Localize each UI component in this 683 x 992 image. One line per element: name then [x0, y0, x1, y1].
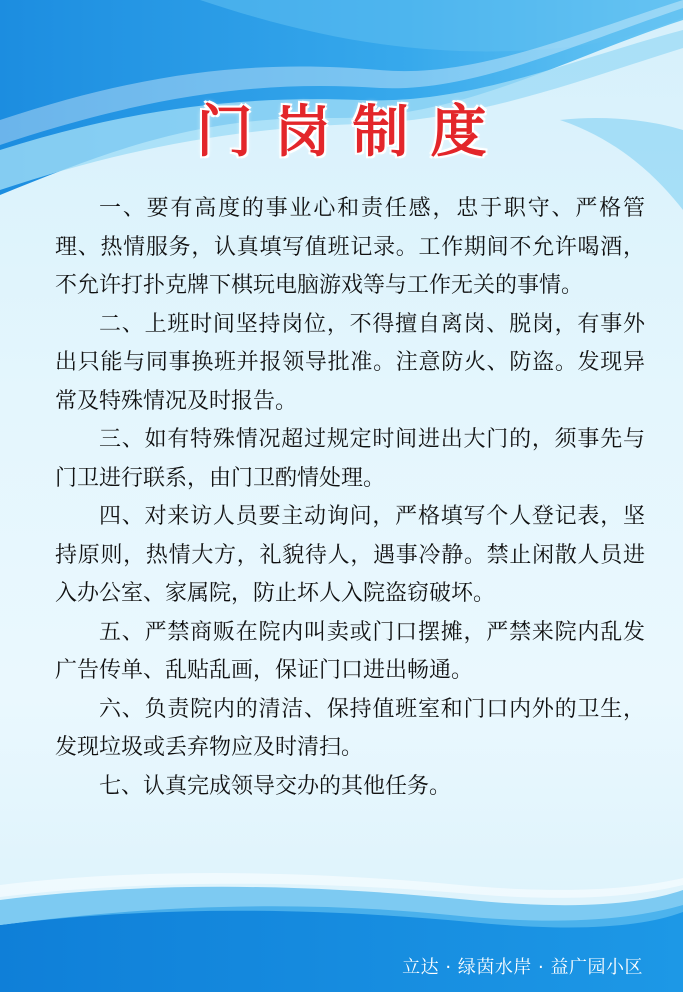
rules-list: [55, 190, 645, 806]
rule-item: 七、认真完成领导交办的其他任务。: [99, 773, 452, 799]
page-title: 门岗制度: [196, 99, 509, 165]
rule-item: 五、严禁商贩在院内叫卖或门口摆摊，严禁来院内乱发广告传单、乱贴乱画，保证门口进出畅通。: [55, 619, 645, 683]
rule-item: 一、要有高度的事业心和责任感，忠于职守、严格管理、热情服务，认真填写值班记录。工作期间不允许喝酒，不允许打扑克牌下棋玩电脑游戏等与工作无关的事情。: [55, 196, 645, 298]
rule-item: 二、上班时间坚持岗位，不得擅自离岗、脱岗，有事外出只能与同事换班并报领导批准。注意防火、防盗。发现异常及特殊情况及时报告。: [55, 311, 645, 414]
rule-item: 四、对来访人员要主动询问，严格填写个人登记表，坚持原则，热情大方，礼貌待人，遇事冷静。禁止闲散人员进入办公室、家属院，防止坏人入院盗窃破坏。: [55, 504, 645, 606]
rule-item: 三、如有特殊情况超过规定时间进出大门的，须事先与门卫进行联系，由门卫酌情处理。: [55, 427, 645, 491]
rule-item: 六、负责院内的清洁、保持值班室和门口内外的卫生，发现垃圾或丢弃物应及时清扫。: [55, 696, 645, 760]
footer-caption: 立达 · 绿茵水岸 · 益广园小区: [402, 957, 643, 978]
